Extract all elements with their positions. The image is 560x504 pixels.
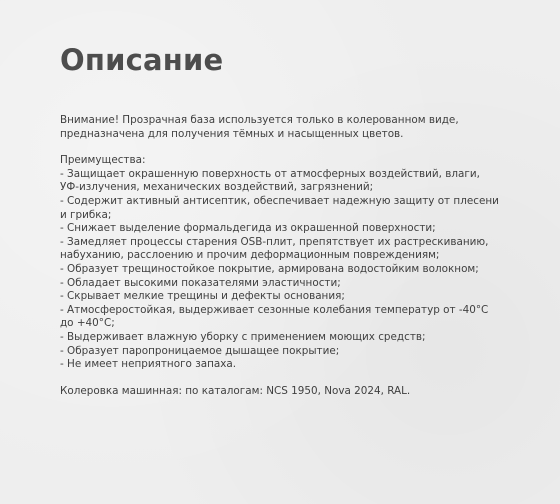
benefit-item: - Снижает выделение формальдегида из окрашенной поверхности; — [60, 222, 436, 235]
benefit-item: - Атмосферостойкая, выдерживает сезонные колебания температур от -40°С до +40°С; — [60, 303, 489, 330]
benefit-item: - Обладает высокими показателями эластичности; — [60, 276, 341, 289]
benefit-item: - Содержит активный антисептик, обеспечивает надежную защиту от плесени и грибка; — [60, 194, 499, 221]
benefit-item: - Скрывает мелкие трещины и дефекты основания; — [60, 290, 345, 303]
benefit-item: - Не имеет неприятного запаха. — [60, 358, 237, 371]
benefit-item: - Образует паропроницаемое дышащее покрытие; — [60, 344, 340, 357]
benefits-list — [60, 168, 500, 372]
benefits-heading: Преимущества: — [60, 154, 146, 167]
intro-paragraph: Внимание! Прозрачная база используется только в колерованном виде, предназначена для получения тёмных и насыщенных цветов. — [60, 114, 459, 140]
page-title: Описание — [60, 43, 224, 77]
benefits-section — [60, 154, 500, 372]
benefit-item: - Выдерживает влажную уборку с применением моющих средств; — [60, 330, 426, 343]
benefit-item: - Образует трещиностойкое покрытие, армирована водостойким волокном; — [60, 262, 479, 275]
benefit-item: - Замедляет процессы старения OSB-плит, препятствует их растрескиванию, набуханию, расслоению и прочим деформационным повреждениям; — [60, 235, 489, 262]
tinting-info: Колеровка машинная: по каталогам: NCS 1950, Nova 2024, RAL. — [60, 384, 411, 397]
benefit-item: - Защищает окрашенную поверхность от атмосферных воздействий, влаги, УФ-излучения, механических воздействий, загрязнений; — [60, 167, 480, 194]
